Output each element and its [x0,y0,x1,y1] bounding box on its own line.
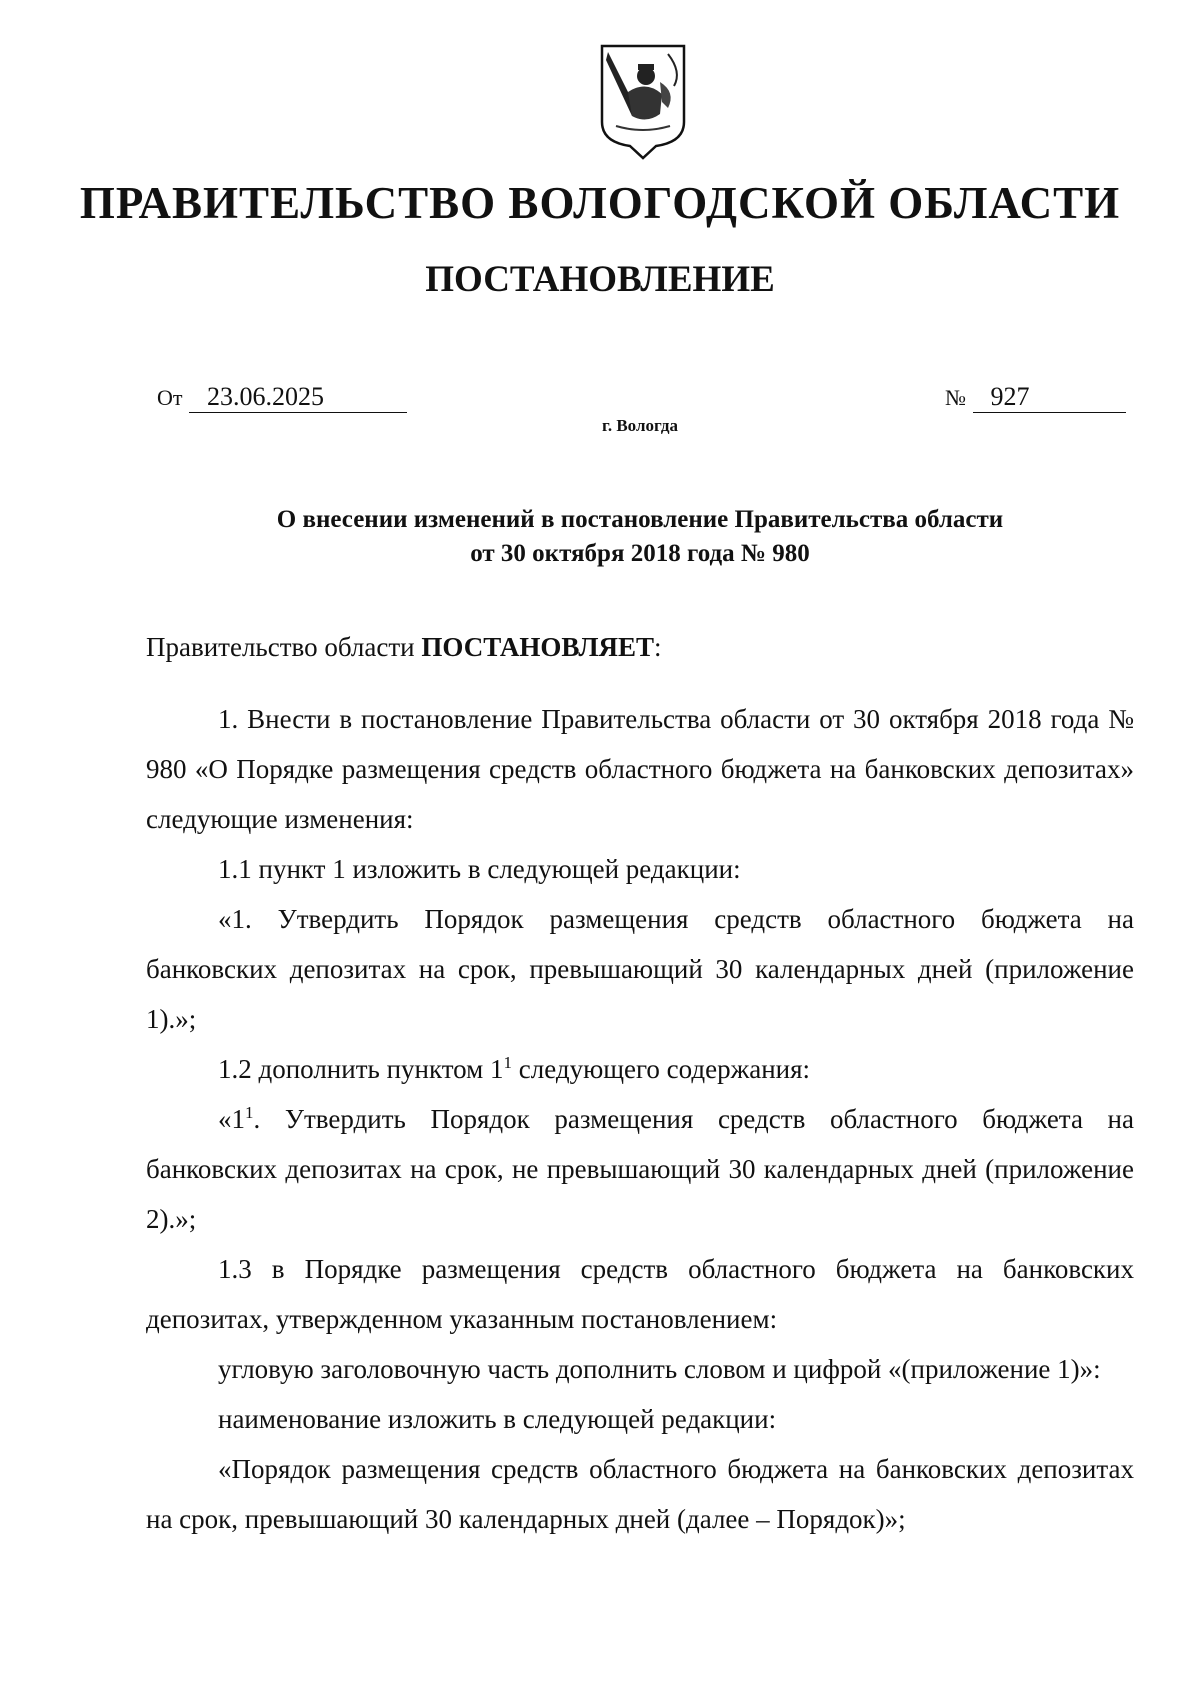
date-value: 23.06.2025 [189,382,407,413]
paragraph-header-change: угловую заголовочную часть дополнить словом и цифрой «(приложение 1)»: [218,1354,1101,1384]
date-label: От [157,385,183,410]
document-subject [0,503,1200,571]
number-label: № [945,385,966,410]
p4-part-a: 1.2 дополнить пунктом 1 [218,1054,504,1084]
paragraph-1-2 [146,1044,1134,1094]
subject-line-1: О внесении изменений в постановление Правительства области [276,506,1004,533]
p4-part-b: следующего содержания: [512,1054,811,1084]
p4-superscript: 1 [503,1053,512,1072]
p5-superscript: 1 [245,1103,254,1122]
lead-bold: ПОСТАНОВЛЯЕТ [421,632,654,662]
p5-part-b: . Утвердить Порядок размещения средств областного бюджета на банковских депозитах на срок, не превышающий 30 календарных дней (приложение 2).»; [146,1104,1134,1234]
city-name: г. Вологда [602,416,678,435]
subject-line-2: от 30 октября 2018 года № 980 [470,540,810,567]
p5-part-a: «1 [218,1104,245,1134]
lead-text: Правительство области [146,632,422,662]
lead-end: : [653,632,662,662]
paragraph-1: 1. Внести в постановление Правительства области от 30 октября 2018 года № 980 «О Порядке размещения средств областного бюджета на банковских депозитах» следующие изменения: [146,704,1134,834]
paragraph-name-text: «Порядок размещения средств областного бюджета на банковских депозитах на срок, превышающий 30 календарных дней (далее – Порядок)»; [146,1454,1134,1534]
number-field [945,382,1126,413]
date-field [157,382,407,413]
government-title: ПРАВИТЕЛЬСТВО ВОЛОГОДСКОЙ ОБЛАСТИ [79,178,1121,228]
resolution-lead [146,622,1134,672]
number-value: 927 [973,382,1126,413]
paragraph-1-1-text: «1. Утвердить Порядок размещения средств областного бюджета на банковских депозитах на срок, превышающий 30 календарных дней (приложение 1).»; [146,904,1134,1034]
paragraph-1-1: 1.1 пункт 1 изложить в следующей редакции: [218,854,741,884]
paragraph-name-change: наименование изложить в следующей редакции: [218,1404,777,1434]
paragraph-1-3: 1.3 в Порядке размещения средств областного бюджета на банковских депозитах, утвержденном указанным постановлением: [146,1254,1134,1334]
coat-of-arms-emblem [598,42,688,160]
document-type: ПОСТАНОВЛЕНИЕ [425,259,775,300]
document-body [146,622,1134,1544]
paragraph-1-2-text [146,1094,1134,1244]
